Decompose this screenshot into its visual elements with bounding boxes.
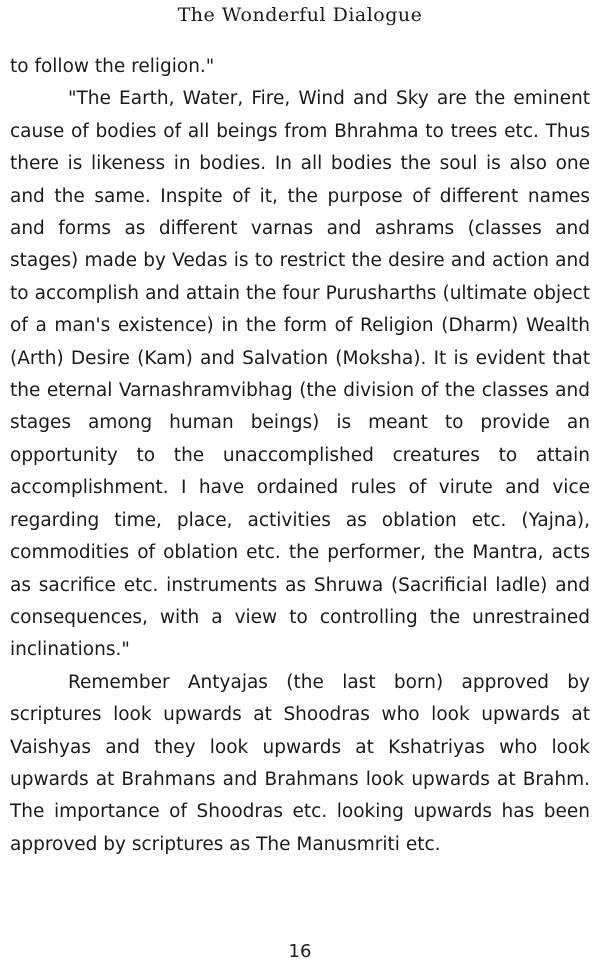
- body-text: [10, 51, 590, 861]
- paragraph-quote: "The Earth, Water, Fire, Wind and Sky are the eminent cause of bodies of all beings from Bhrahma to trees etc. Thus there is likeness in bodies. In all bodies the soul is also one and the same. Inspite of it, the purpose of different names and forms as different varnas and ashrams (classes and stages) made by Vedas is to restrict the desire and action and to accomplish and attain the four Purusharths (ultimate object of a man's existence) in the form of Religion (Dharm) Wealth (Arth) Desire (Kam) and Salvation (Moksha). It is evident that the eternal Varnashramvibhag (the division of the classes and stages among human beings) is meant to provide an opportunity to the unaccomplished creatures to attain accomplishment. I have ordained rules of virute and vice regarding time, place, activities as oblation etc. (Yajna), commodities of oblation etc. the performer, the Mantra, acts as sacrifice etc. instruments as Shruwa (Sacrificial ladle) and consequences, with a view to controlling the unrestrained inclinations.": [10, 88, 590, 661]
- page-number: 16: [288, 941, 312, 962]
- running-header: The Wonderful Dialogue: [177, 4, 423, 26]
- paragraph-antyajas: Remember Antyajas (the last born) approved by scriptures look upwards at Shoodras who look upwards at Vaishyas and they look upwards at Kshatriyas who look upwards at Brahmans and Brahmans look upwards at Brahm. The importance of Shoodras etc. looking upwards has been approved by scriptures as The Manusmriti etc.: [10, 671, 590, 855]
- paragraph-continuation: to follow the religion.": [10, 56, 215, 77]
